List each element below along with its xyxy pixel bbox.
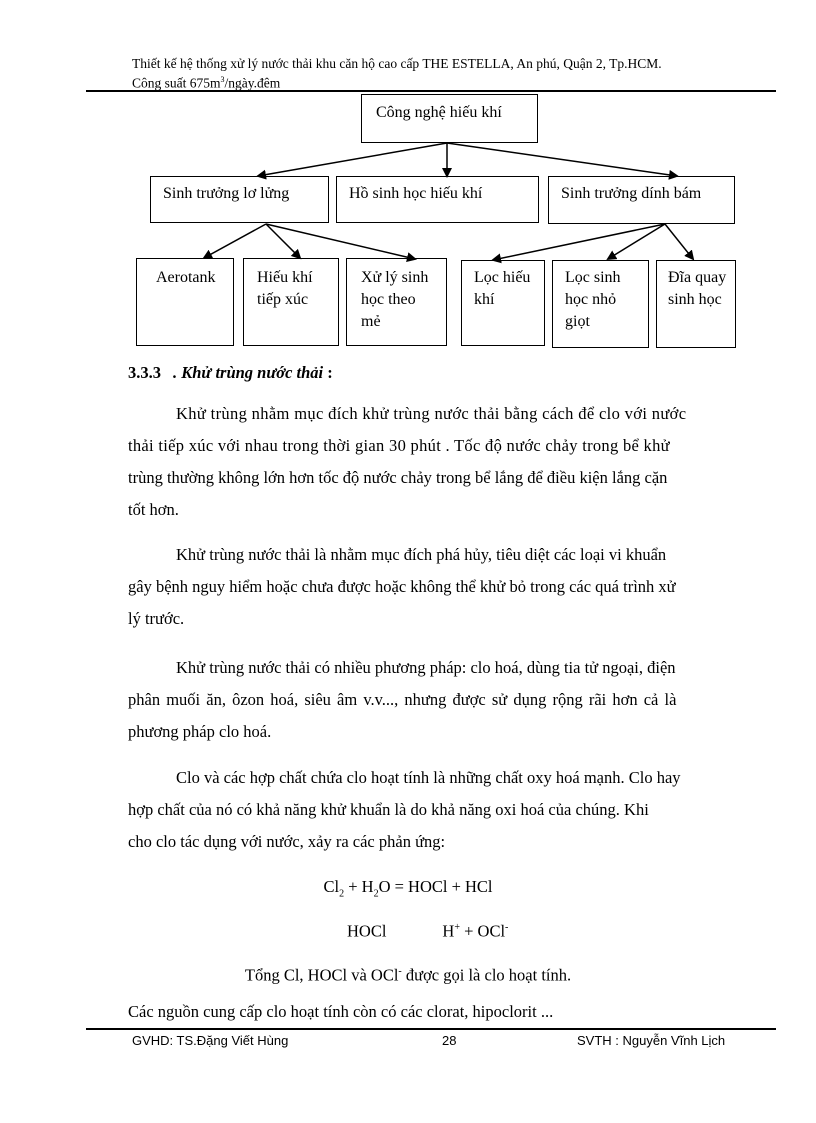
- para-line: tốt hơn.: [128, 500, 179, 519]
- paragraph-1: [128, 398, 740, 526]
- l2-line: sinh học: [668, 291, 722, 308]
- eq-sup: +: [454, 922, 460, 933]
- para-line: phân muối ăn, ôzon hoá, siêu âm v.v..., nhưng được sử dụng rộng rãi hơn cả là: [128, 690, 677, 709]
- para-line: trùng thường không lớn hơn tốc độ nước chảy trong bể lắng để điều kiện lắng cặn: [128, 468, 668, 487]
- header-title: Thiết kế hệ thống xử lý nước thải khu căn hộ cao cấp THE ESTELLA, An phú, Quận 2, Tp.HCM.: [132, 56, 662, 71]
- l2-line: Aerotank: [156, 269, 216, 286]
- l2-line: mẻ: [361, 313, 381, 330]
- paragraph-2: [128, 539, 740, 635]
- l2-line: Lọc hiếu: [474, 269, 531, 286]
- footer-supervisor: GVHD: TS.Đặng Viết Hùng: [132, 1033, 289, 1048]
- arrow-hieukhi: [266, 224, 300, 258]
- l2-line: học theo: [361, 291, 416, 308]
- diagram-l2-box-hieukhi: [243, 258, 339, 346]
- arrow-root-left: [258, 143, 447, 176]
- paragraph-4: [128, 762, 740, 858]
- summary-sup: -: [398, 966, 402, 977]
- arrow-diaquay: [665, 224, 693, 259]
- l2-line: tiếp xúc: [257, 291, 309, 308]
- section-colon: :: [323, 363, 333, 382]
- eq-sub: 2: [339, 888, 345, 900]
- eq-sup: -: [505, 922, 509, 933]
- arrow-xuly: [266, 224, 415, 259]
- diagram-l2-box-locsinh: [552, 260, 649, 348]
- diagram-l2-box-aerotank: [136, 258, 234, 346]
- eq-sub: 2: [373, 888, 379, 900]
- equation-2: [347, 918, 508, 942]
- diagram-l1-box-2: [336, 176, 539, 223]
- capacity-text: Công suất 675m: [132, 75, 221, 91]
- capacity-unit: /ngày.đêm: [224, 75, 281, 91]
- para-line: Khử trùng nước thải có nhiều phương pháp: clo hoá, dùng tia tử ngoại, điện: [176, 658, 676, 677]
- l1-label: Sinh trưởng dính bám: [561, 185, 702, 202]
- diagram-l2-box-lochieukhi: [461, 260, 545, 346]
- eq-right-rest: + OCl: [459, 921, 506, 941]
- l2-line: Lọc sinh: [565, 269, 621, 286]
- footer-student: SVTH : Nguyễn Vĩnh Lịch: [577, 1033, 726, 1048]
- l2-line: học nhỏ: [565, 291, 617, 308]
- para-line: phương pháp clo hoá.: [128, 722, 272, 741]
- section-number: 3.3.3: [128, 363, 161, 382]
- arrow-aerotank: [204, 224, 266, 258]
- page-number: 28: [442, 1033, 457, 1048]
- l2-line: Đĩa quay: [668, 269, 727, 286]
- l2-line: Hiếu khí: [257, 269, 313, 286]
- closing-line: Các nguồn cung cấp clo hoạt tính còn có các clorat, hipoclorit ...: [128, 1002, 554, 1021]
- l2-line: giọt: [565, 313, 590, 330]
- arrow-lochieukhi: [493, 224, 665, 260]
- eq-part: O = HOCl + HCl: [378, 877, 493, 896]
- arrow-root-right: [447, 143, 677, 176]
- para-line: thải tiếp xúc với nhau trong thời gian 30 phút . Tốc độ nước chảy trong bể khử: [128, 436, 670, 455]
- para-line: gây bệnh nguy hiểm hoặc chưa được hoặc không thể khử bỏ trong các quá trình xử: [128, 577, 676, 596]
- summary-line: [0, 962, 816, 986]
- section-title: . Khử trùng nước thải: [173, 363, 324, 382]
- summary-part: được gọi là clo hoạt tính.: [401, 965, 572, 985]
- eq-part: + H: [344, 877, 374, 896]
- footer-rule: [86, 1028, 776, 1030]
- l2-line: Xử lý sinh: [361, 269, 429, 286]
- diagram-l1-box-1: [150, 176, 329, 223]
- diagram-l2-box-xuly: [346, 258, 447, 346]
- para-line: Clo và các hợp chất chứa clo hoạt tính là những chất oxy hoá mạnh. Clo hay: [176, 768, 681, 787]
- eq-part: Cl: [323, 877, 340, 896]
- para-line: lý trước.: [128, 609, 185, 628]
- diagram-l2-box-diaquay: [656, 260, 736, 348]
- para-line: cho clo tác dụng với nước, xảy ra các phản ứng:: [128, 832, 446, 851]
- para-line: hợp chất của nó có khả năng khử khuẩn là do khả năng oxi hoá của chúng. Khi: [128, 800, 649, 819]
- paragraph-3: [128, 652, 740, 748]
- section-heading: [128, 363, 333, 383]
- diagram-root-box: [361, 94, 538, 143]
- equation-1: [0, 877, 816, 904]
- l1-label: Sinh trưởng lơ lửng: [163, 185, 290, 202]
- eq-left: HOCl: [347, 921, 387, 941]
- diagram-l1-box-3: [548, 176, 735, 224]
- capacity-sup: 3: [220, 75, 225, 84]
- summary-part: Tổng Cl, HOCl và OCl: [244, 965, 399, 985]
- eq-right: H: [442, 921, 455, 941]
- l2-line: khí: [474, 291, 495, 308]
- para-line: Khử trùng nước thải là nhằm mục đích phá hủy, tiêu diệt các loại vi khuẩn: [176, 545, 667, 564]
- root-label: Công nghệ hiếu khí: [376, 104, 502, 121]
- para-line: Khử trùng nhằm mục đích khử trùng nước thải bằng cách để clo với nước: [176, 404, 687, 423]
- l1-label: Hồ sinh học hiếu khí: [349, 185, 483, 202]
